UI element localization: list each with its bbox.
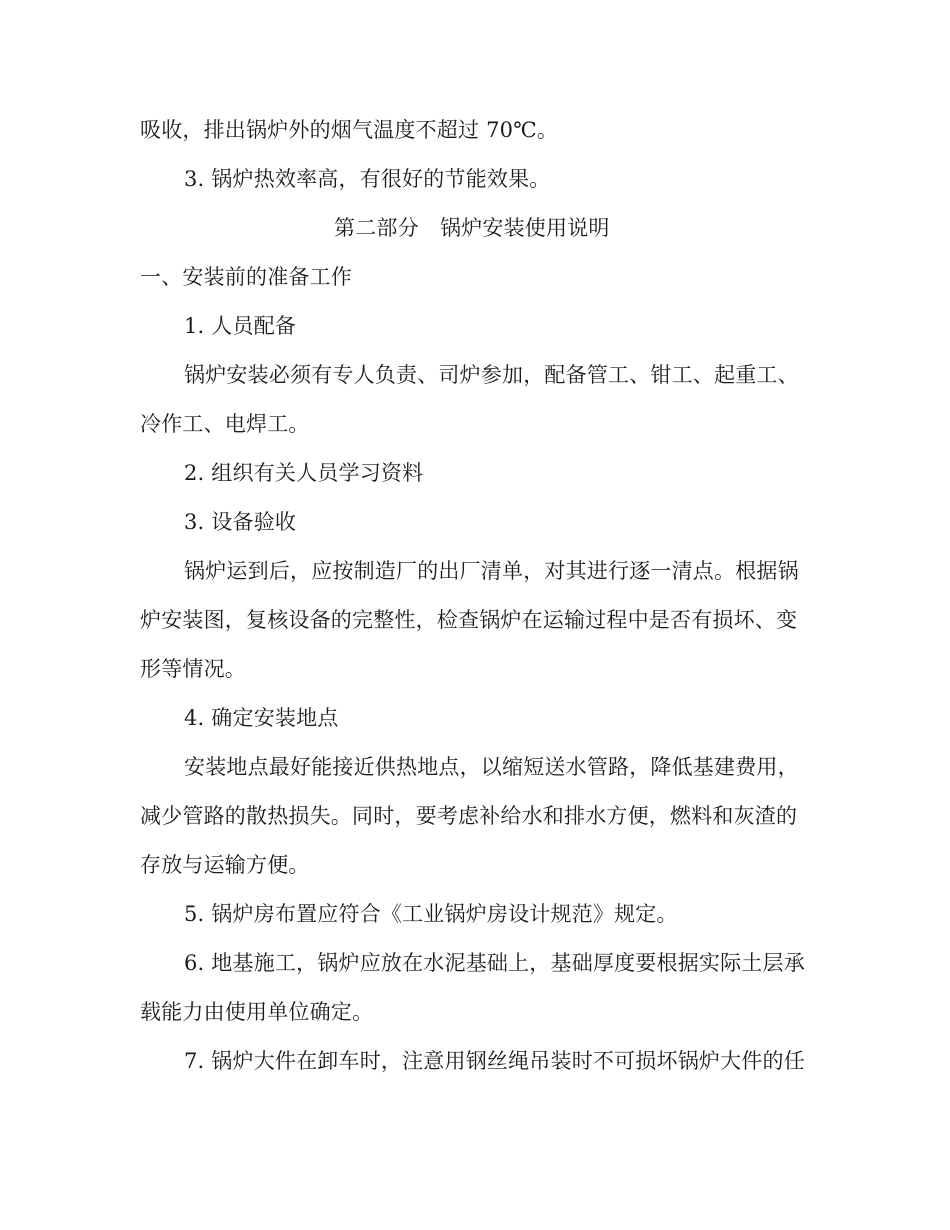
section-heading: 第二部分 锅炉安装使用说明 <box>334 216 610 240</box>
list-item: 5. 锅炉房布置应符合《工业锅炉房设计规范》规定。 <box>184 902 678 926</box>
paragraph-line: 形等情况。 <box>140 657 246 681</box>
paragraph-line: 减少管路的散热损失。同时，要考虑补给水和排水方便，燃料和灰渣的 <box>140 804 798 828</box>
list-item: 6. 地基施工，锅炉应放在水泥基础上，基础厚度要根据实际土层承 <box>184 951 805 975</box>
paragraph-line: 锅炉安装必须有专人负责、司炉参加，配备管工、钳工、起重工、 <box>184 363 799 387</box>
list-item: 3. 锅炉热效率高，有很好的节能效果。 <box>184 167 551 191</box>
paragraph-line: 载能力由使用单位确定。 <box>140 1000 374 1024</box>
paragraph-line: 锅炉运到后，应按制造厂的出厂清单，对其进行逐一清点。根据锅 <box>184 559 799 583</box>
paragraph-line: 存放与运输方便。 <box>140 853 310 877</box>
subsection-heading: 一、安装前的准备工作 <box>140 265 352 289</box>
paragraph-line: 安装地点最好能接近供热地点，以缩短送水管路，降低基建费用， <box>184 755 799 779</box>
list-item: 7. 锅炉大件在卸车时，注意用钢丝绳吊装时不可损坏锅炉大件的任 <box>184 1049 805 1073</box>
paragraph-line: 吸收，排出锅炉外的烟气温度不超过 70℃。 <box>140 118 559 142</box>
list-item: 3. 设备验收 <box>184 510 297 534</box>
list-item: 1. 人员配备 <box>184 314 297 338</box>
list-item: 2. 组织有关人员学习资料 <box>184 461 424 485</box>
paragraph-line: 炉安装图，复核设备的完整性，检查锅炉在运输过程中是否有损坏、变 <box>140 608 798 632</box>
paragraph-line: 冷作工、电焊工。 <box>140 412 310 436</box>
list-item: 4. 确定安装地点 <box>184 706 339 730</box>
